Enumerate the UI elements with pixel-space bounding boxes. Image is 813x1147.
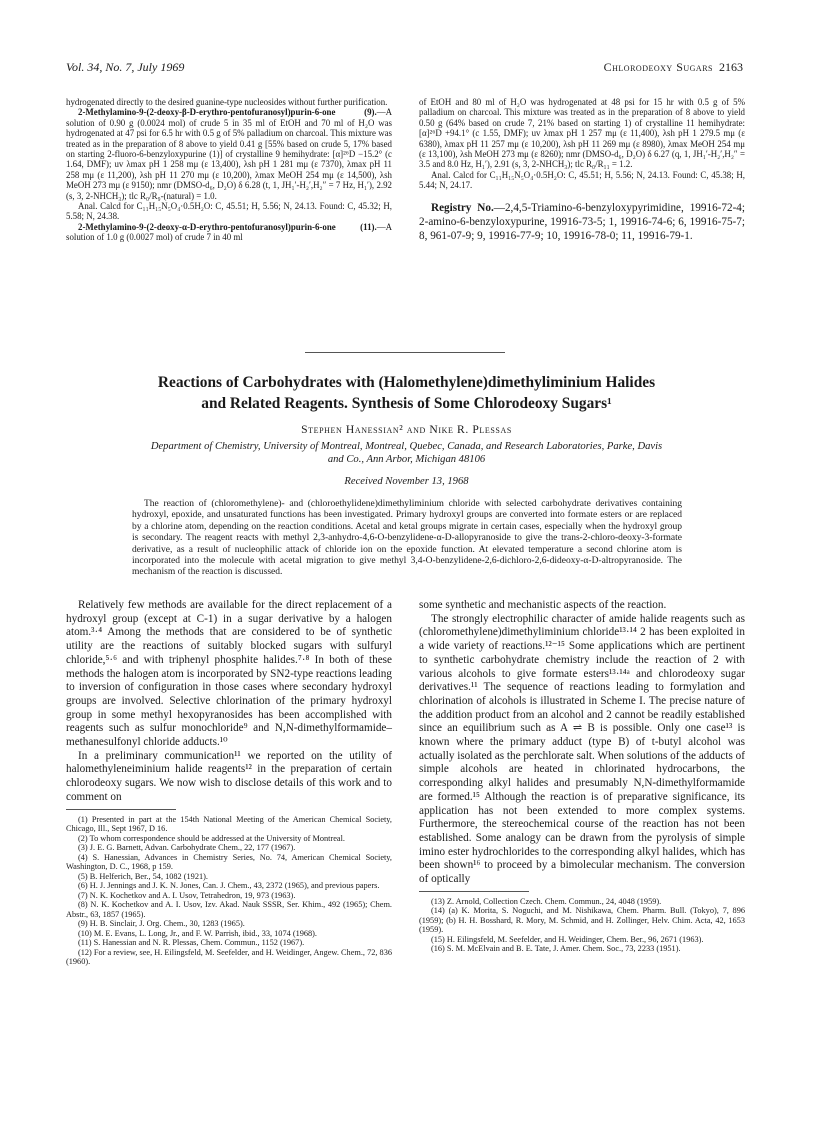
page-number: 2163 <box>719 60 743 74</box>
experimental-paragraph: hydrogenated directly to the desired guanine-type nucleosides without further purification. <box>66 97 388 107</box>
authors: Stephen Hanessian² and Nike R. Plessas <box>301 423 512 436</box>
experimental-left-column <box>66 97 392 243</box>
analysis-paragraph: Anal. Calcd for C₁₁H₁₅N₅O₄·0.5H₂O: C, 45.51; H, 5.56; N, 24.13. Found: C, 45.32; H, 5.58; N, 24.38. <box>66 201 392 222</box>
experimental-paragraph: of EtOH and 80 ml of H₂O was hydrogenated at 48 psi for 15 hr with 0.5 g of 5% palladium on charcoal. This mixture was treated as in the preparation of 8 above to yield 0.50 g (64% based on crude 7, 21% based on starting 1) of crystalline 11 hemihydrate: [α]²⁶D +94.1° (c 1.55, DMF); uv λmax pH 1 257 mμ (ε 11,400), λsh pH 1 279.5 mμ (ε 6380), λmax pH 11 257 mμ (ε 10,200), λsh pH 11 269 mμ (ε 8980), λmax MeOH 254 mμ (ε 13,100), λsh MeOH 273 mμ (ε 8260); nmr (DMSO-d₆, D₂O) δ 6.27 (q, 1, JH₁′-H₂′,H₂″ = 3.5 and 8.0 Hz, H₁′), 2.91 (s, 3, 2-NHCH₃); tlc R₀/R₁₁ = 1.2. <box>419 97 745 170</box>
footnote-divider <box>419 891 529 892</box>
title-line: and Related Reagents. Synthesis of Some Chlorodeoxy Sugars¹ <box>201 395 612 412</box>
compound-text: —A solution of 1.0 g (0.0027 mol) of crude 7 in 40 ml <box>66 221 392 243</box>
footnote: (12) For a review, see, H. Eilingsfeld, M. Seefelder, and H. Weidinger, Angew. Chem., 72, 836 (1960). <box>66 947 392 967</box>
compound-heading: 2-Methylamino-9-(2-deoxy-β-D-erythro-pentofuranosyl)purin-6-one (9). <box>78 107 377 118</box>
abstract: The reaction of (chloromethylene)- and (chloroethylidene)dimethyliminium chloride with selected carbohydrate derivatives containing hydroxyl, epoxide, and unsaturated functions has been investigated. Primary hydroxyl groups are converted into formate esters or are replaced by a chlorine atom, depending on the reaction conditions. Acetal and ketal groups migrate in certain cases, especially when the hydroxyl group is secondary. The reagent reacts with methyl 2,3-anhydro-4,6-O-benzylidene-α-D-allopyranoside to give the trans-2-chloro-deoxy-3-formate derivative, as a result of nucleophilic attack of chloride ion on the epoxide function. At elevated temperature a second chlorine atom is incorporated into the molecule with acetal migration to give methyl 3,4-O-benzylidene-2,6-dichloro-2,6-dideoxy-α-D-altropyranoside. The mechanism of the reaction is discussed. <box>132 499 682 578</box>
analysis-paragraph: Anal. Calcd for C₁₁H₁₅N₅O₄·0.5H₂O: C, 45.51; H, 5.56; N, 24.13. Found: C, 45.38; H, 5.44; N, 24.17. <box>419 169 745 191</box>
title-line: Reactions of Carbohydrates with (Halomethylene)dimethyliminium Halides <box>157 374 656 391</box>
compound-text: —A solution of 0.90 g (0.0024 mol) of crude 5 in 35 ml of EtOH and 70 ml of H₂O was hydrogenated at 47 psi for 6.5 hr with 0.5 g of 5% palladium on charcoal. This mixture was treated as in the preparation of 8 above to yield 0.41 g [55% based on crude 5, 17% based on starting 2-fluoro-6-benzyloxypurine (1)] of crystalline 9 hemihydrate: [α]²⁶D −15.2° (c 1.64, DMF); uv λmax pH 1 258 mμ (ε 13,400), λsh pH 1 281 mμ (ε 7370), λmax pH 11 258 mμ (ε 11,200), λsh pH 11 270 mμ (ε 10,200), λmax MeOH 254 mμ (ε 14,500), λsh MeOH 273 mμ (ε 9150); nmr (DMSO-d₆, D₂O) δ 6.28 (t, 1, JH₁′-H₂′,H₂″ = 7 Hz, H₁′), 2.92 (s, 3, 2-NHCH₃); tlc R₀/R₉-(natural) = 1.0. <box>66 107 392 201</box>
body-paragraph: In a preliminary communication¹¹ we reported on the utility of halomethyleneiminium halide reagents¹² in the preparation of certain chlorodeoxy sugars. We now wish to disclose details of this work and to comment on <box>66 749 392 803</box>
article-title <box>80 372 733 414</box>
experimental-paragraph <box>66 107 392 201</box>
journal-citation: Vol. 34, No. 7, July 1969 <box>66 60 185 74</box>
running-title: Chlorodeoxy Sugars <box>603 60 713 74</box>
footnote: (15) H. Eilingsfeld, M. Seefelder, and H. Weidinger, Chem. Ber., 96, 2671 (1963). <box>431 934 704 944</box>
footnotes-right <box>419 897 745 954</box>
received-date: Received November 13, 1968 <box>344 476 469 487</box>
footnote: (6) H. J. Jennings and J. K. N. Jones, Can. J. Chem., 43, 2372 (1965), and previous papers. <box>78 881 380 891</box>
running-header <box>604 60 743 75</box>
compound-heading: 2-Methylamino-9-(2-deoxy-α-D-erythro-pentofuranosyl)purin-6-one (11). <box>78 221 377 232</box>
footnote: (7) N. K. Kochetkov and A. I. Usov, Tetrahedron, 19, 973 (1963). <box>78 890 296 900</box>
page-header <box>66 60 743 78</box>
footnote: (9) H. B. Sinclair, J. Org. Chem., 30, 1283 (1965). <box>78 919 245 929</box>
registry-paragraph <box>419 201 745 243</box>
body-left-column <box>66 599 392 967</box>
footnote: (5) B. Helferich, Ber., 54, 1082 (1921). <box>78 871 208 881</box>
experimental-right-column <box>419 97 745 243</box>
body-paragraph: some synthetic and mechanistic aspects of the reaction. <box>419 599 667 611</box>
footnote: (16) S. M. McElvain and B. E. Tate, J. Amer. Chem. Soc., 73, 2233 (1951). <box>431 944 681 954</box>
footnote-divider <box>66 809 176 810</box>
footnote: (10) M. E. Evans, L. Long, Jr., and F. W. Parrish, ibid., 33, 1074 (1968). <box>78 928 318 938</box>
footnotes-left <box>66 815 392 967</box>
body-right-column <box>419 599 745 954</box>
footnote: (13) Z. Arnold, Collection Czech. Chem. Commun., 24, 4048 (1959). <box>431 896 662 906</box>
registry-text: —2,4,5-Triamino-6-benzyloxypyrimidine, 19916-72-4; 2-amino-6-benzyloxypurine, 19916-73-5; 1, 19916-74-6; 6, 19916-75-7; 8, 961-07-9; 9, 19916-77-9; 10, 19916-78-0; 11, 19916-79-1. <box>419 201 746 242</box>
body-paragraph: The strongly electrophilic character of amide halide reagents such as (chloromethylene)dimethyliminium chloride¹³·¹⁴ 2 has been exploited in a wide variety of reactions.¹²⁻¹⁵ Some applications which are pertinent to synthetic carbohydrate chemistry include the reaction of 2 with various alcohols to give formate esters¹³·¹⁴ᵃ and chlorodeoxy sugar derivatives.¹¹ The sequence of reactions leading to formylation and chlorination of alcohols is illustrated in Scheme I. The precise nature of the addition product from an alcohol and 2 cannot be readily established since an equilibrium such as A ⇌ B is possible. Only one case¹³ is known where the primary adduct (type B) of t-butyl alcohol was actually isolated as the perchlorate salt. When solutions of the adducts of simple alcohols are heated in chlorinated hydrocarbons, the corresponding alkyl halides and presumably N,N-dimethylformamide are formed.¹⁵ Although the reaction is of preparative significance, its application has not been extended to more complex systems. Furthermore, the stereochemical course of the reaction has not been established. Some analogy can be drawn from the pyrolysis of simple imino ester hydrochlorides to the corresponding alkyl halides, which has been shown¹⁶ to proceed by a bimolecular mechanism. The conversion of optically <box>419 612 745 886</box>
affiliation: Department of Chemistry, University of Montreal, Montreal, Quebec, Canada, and Research Laboratories, Parke, Davis and Co., Ann Arbor, Michigan 48106 <box>150 441 663 465</box>
footnote: (4) S. Hanessian, Advances in Chemistry Series, No. 74, American Chemical Society, Washington, D. C., 1968, p 159. <box>66 852 392 872</box>
footnote: (2) To whom correspondence should be addressed at the University of Montreal. <box>78 833 345 843</box>
footnote: (1) Presented in part at the 154th National Meeting of the American Chemical Society, Chicago, Ill., Sept 1967, D 16. <box>66 814 392 834</box>
registry-heading: Registry No. <box>431 201 494 214</box>
footnote: (11) S. Hanessian and N. R. Plessas, Chem. Commun., 1152 (1967). <box>78 938 305 948</box>
section-divider <box>305 352 505 353</box>
footnote: (3) J. E. G. Barnett, Advan. Carbohydrate Chem., 22, 177 (1967). <box>78 843 296 853</box>
experimental-paragraph <box>66 222 392 243</box>
footnote: (14) (a) K. Morita, S. Noguchi, and M. Nishikawa, Chem. Pharm. Bull. (Tokyo), 7, 896 (1959); (b) H. H. Bosshard, R. Mory, M. Schmid, and H. Zollinger, Helv. Chim. Acta, 42, 1653 (1959). <box>419 906 745 935</box>
footnote: (8) N. K. Kochetkov and A. I. Usov, Izv. Akad. Nauk SSSR, Ser. Khim., 492 (1965); Chem. Abstr., 63, 1857 (1965). <box>66 900 392 919</box>
body-paragraph: Relatively few methods are available for the direct replacement of a hydroxyl group (except at C-1) in a sugar derivative by a halogen atom.³·⁴ Among the methods that are considered to be of synthetic utility are the reactions of suitably blocked sugars with sulfuryl chloride,⁵·⁶ and with triphenyl phosphite halides.⁷·⁸ In both of these methods the halogen atom is incorporated by SN2-type reactions leading to inversion of configuration in those cases where secondary hydroxyl groups are involved. Selective chlorination of the primary hydroxyl group in some methyl hexopyranosides has been accomplished with reagents such as sulfur monochloride⁹ and N,N-dimethylformamide–methanesulfonyl chloride adducts.¹⁰ <box>66 599 392 749</box>
